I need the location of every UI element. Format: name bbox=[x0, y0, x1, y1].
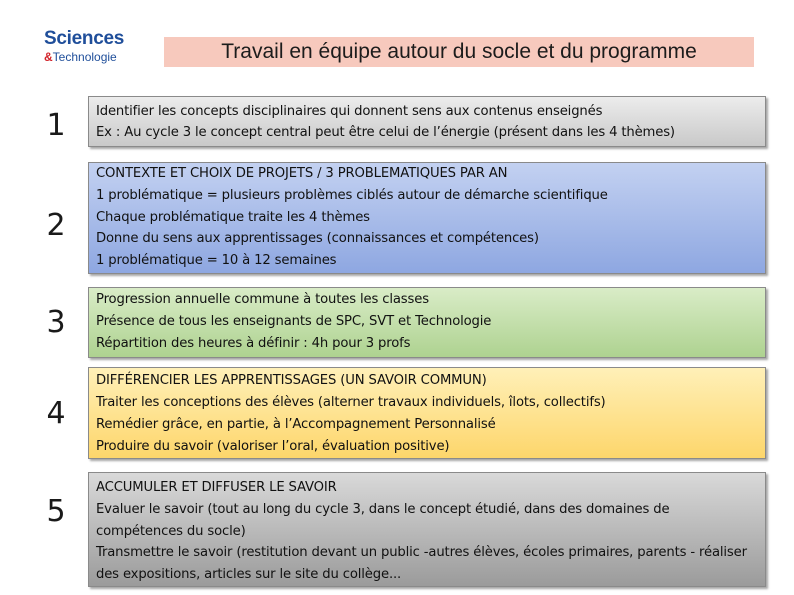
logo-line2 bbox=[44, 50, 117, 64]
slide-title: Travail en équipe autour du socle et du programme bbox=[164, 37, 754, 67]
sciences-technologie-logo bbox=[44, 28, 134, 72]
section-box-5 bbox=[88, 472, 766, 587]
section-number-3: 3 bbox=[46, 305, 66, 340]
section-2-line: Chaque problématique traite les 4 thèmes bbox=[96, 209, 370, 225]
logo-ampersand: & bbox=[44, 50, 53, 64]
section-4-line: Remédier grâce, en partie, à l’Accompagnement Personnalisé bbox=[96, 417, 496, 432]
section-4-line: DIFFÉRENCIER LES APPRENTISSAGES (UN SAVOIR COMMUN) bbox=[96, 373, 487, 388]
section-2-line: 1 problématique = 10 à 12 semaines bbox=[96, 253, 337, 269]
section-3-line: Présence de tous les enseignants de SPC, SVT et Technologie bbox=[96, 314, 492, 329]
section-3-line: Progression annuelle commune à toutes les classes bbox=[96, 292, 429, 307]
section-1-line: Identifier les concepts disciplinaires qui donnent sens aux contenus enseignés bbox=[96, 104, 603, 119]
section-2-line: 1 problématique = plusieurs problèmes ciblés autour de démarche scientifique bbox=[96, 187, 608, 203]
section-number-1: 1 bbox=[46, 108, 66, 143]
section-1-line: Ex : Au cycle 3 le concept central peut être celui de l’énergie (présent dans les 4 thèmes) bbox=[96, 125, 675, 140]
section-5-line: ACCUMULER ET DIFFUSER LE SAVOIR bbox=[96, 480, 337, 495]
section-number-5: 5 bbox=[46, 494, 66, 529]
section-5-line: Evaluer le savoir (tout au long du cycle 3, dans le concept étudié, dans des domaines de compétences du socle) bbox=[96, 501, 670, 539]
section-5-line: Transmettre le savoir (restitution devant un public -autres élèves, écoles primaires, parents - réaliser des expositions, articles sur le site du collège... bbox=[96, 545, 747, 583]
section-4-line: Produire du savoir (valoriser l’oral, évaluation positive) bbox=[96, 439, 450, 454]
logo-line1: Sciences bbox=[44, 28, 124, 49]
section-4-line: Traiter les conceptions des élèves (alterner travaux individuels, îlots, collectifs) bbox=[96, 395, 606, 410]
section-box-1 bbox=[88, 96, 766, 147]
section-box-4 bbox=[88, 367, 766, 459]
section-2-line: CONTEXTE ET CHOIX DE PROJETS / 3 PROBLEMATIQUES PAR AN bbox=[96, 166, 508, 181]
section-box-2 bbox=[88, 162, 766, 274]
section-number-4: 4 bbox=[46, 396, 66, 431]
logo-technologie: Technologie bbox=[52, 50, 117, 64]
section-box-3 bbox=[88, 287, 766, 358]
section-number-2: 2 bbox=[46, 208, 66, 243]
section-2-line: Donne du sens aux apprentissages (connaissances et compétences) bbox=[96, 231, 539, 247]
section-3-line: Répartition des heures à définir : 4h pour 3 profs bbox=[96, 336, 411, 351]
